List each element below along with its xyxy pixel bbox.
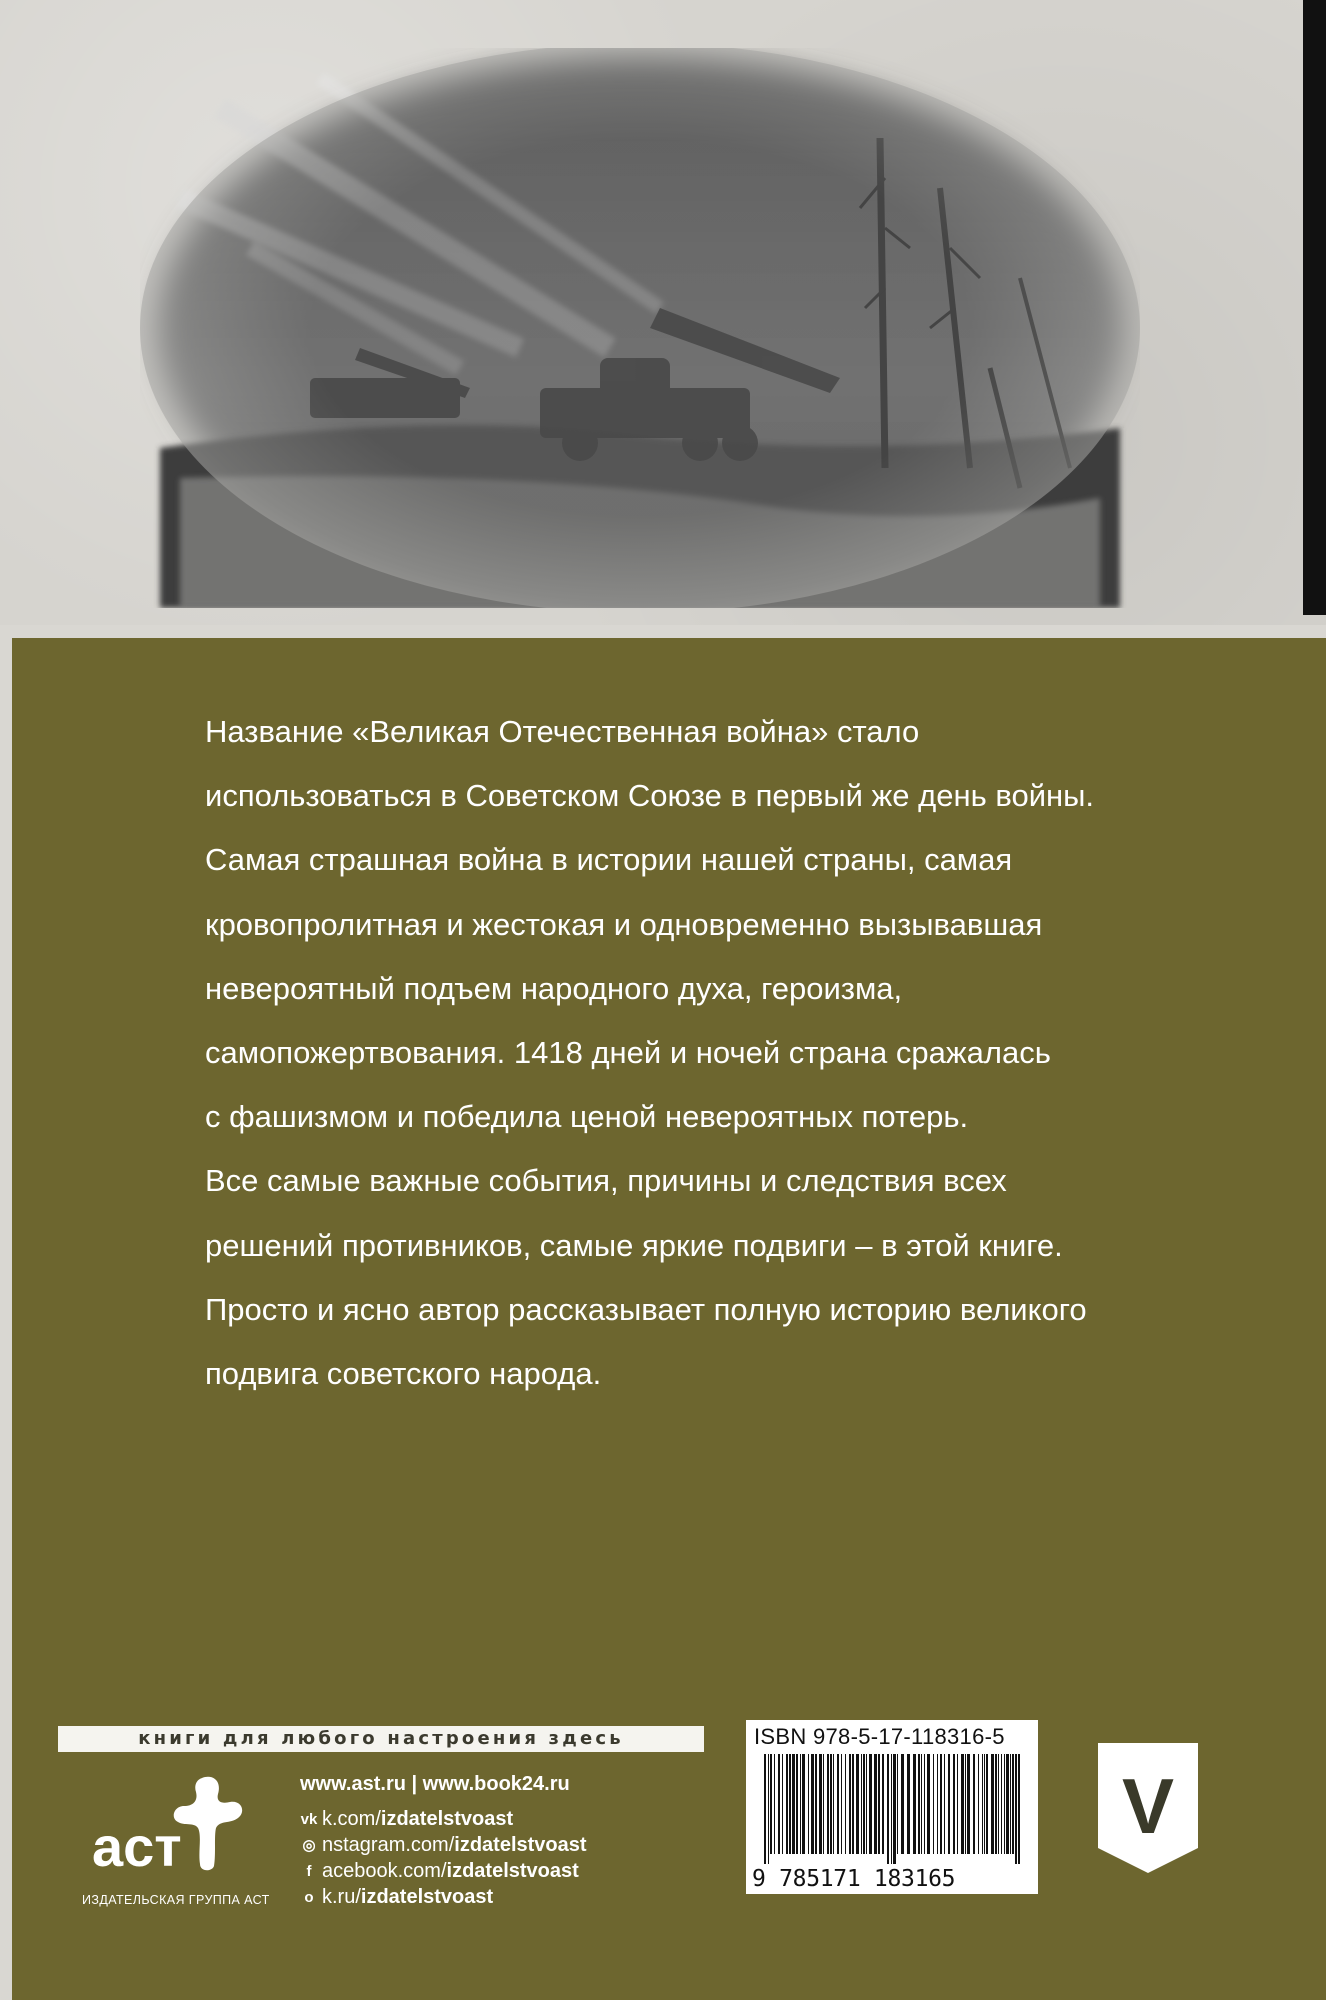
- blurb-line: кровопролитная и жестокая и одновременно вызывавшая: [205, 906, 1043, 942]
- social-handle: izdatelstvoast: [446, 1860, 579, 1882]
- cover-top-band: [0, 0, 1326, 625]
- barcode-icon: [754, 1754, 1030, 1864]
- ast-logo-text: аст: [92, 1815, 182, 1875]
- facebook-icon: f: [306, 1863, 312, 1880]
- social-link-vk[interactable]: [322, 1808, 513, 1831]
- social-prefix: nstagram.com/: [322, 1834, 455, 1856]
- social-link-facebook[interactable]: [322, 1860, 579, 1883]
- isbn-barcode-box: [746, 1720, 1038, 1894]
- blurb-line: использоваться в Советском Союзе в первый же день войны.: [205, 778, 1095, 814]
- blurb-line: Просто и ясно автор рассказывает полную историю великого: [205, 1291, 1087, 1327]
- website-links[interactable]: www.ast.ru | www.book24.ru: [300, 1773, 570, 1795]
- age-badge-letter: V: [1121, 1762, 1175, 1850]
- instagram-icon: ◎: [302, 1837, 316, 1854]
- blurb-line: самопожертвования. 1418 дней и ночей страна сражалась: [205, 1035, 1051, 1071]
- publisher-caption: ИЗДАТЕЛЬСКАЯ ГРУППА АСТ: [82, 1893, 270, 1907]
- social-prefix: k.ru/: [322, 1886, 361, 1908]
- blurb-line: Все самые важные события, причины и следствия всех: [205, 1163, 1007, 1199]
- odnoklassniki-icon: о: [304, 1889, 314, 1906]
- blurb-line: с фашизмом и победила ценой невероятных потерь.: [205, 1099, 969, 1135]
- tagline-bar: книги для любого настроения здесь: [58, 1726, 704, 1752]
- vk-icon: vk: [300, 1811, 318, 1828]
- isbn-text: ISBN 978-5-17-118316-5: [754, 1724, 1005, 1749]
- social-link-ok[interactable]: [322, 1886, 493, 1909]
- social-link-instagram[interactable]: [322, 1834, 587, 1857]
- spine-edge: [1303, 0, 1326, 615]
- social-prefix: acebook.com/: [322, 1860, 447, 1882]
- blurb-line: подвига советского народа.: [205, 1356, 602, 1392]
- book-blurb: [205, 700, 1205, 1406]
- blurb-line: Самая страшная война в истории нашей страны, самая: [205, 842, 1013, 878]
- blurb-line: невероятный подъем народного духа, героизма,: [205, 970, 903, 1006]
- social-handle: izdatelstvoast: [380, 1808, 514, 1830]
- barcode-digits: 9 785171 183165: [752, 1866, 956, 1892]
- katyusha-illustration: [140, 48, 1140, 608]
- ast-logo: [90, 1770, 250, 1875]
- social-handle: izdatelstvoast: [360, 1886, 494, 1908]
- blurb-line: решений противников, самые яркие подвиги – в этой книге.: [205, 1227, 1063, 1263]
- blurb-line: Название «Великая Отечественная война» стало: [205, 714, 920, 749]
- age-rating-badge: [1093, 1738, 1203, 1878]
- social-handle: izdatelstvoast: [454, 1834, 587, 1856]
- social-prefix: k.com/: [322, 1808, 381, 1830]
